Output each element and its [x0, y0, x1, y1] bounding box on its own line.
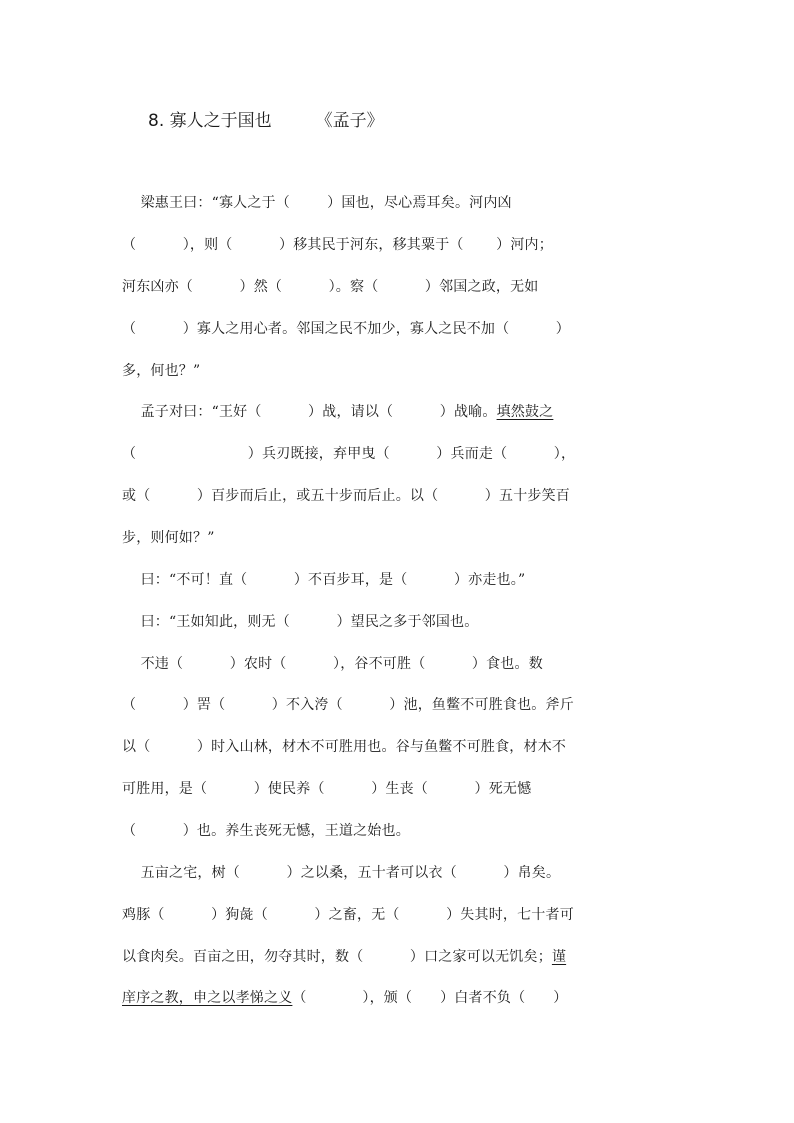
- text-line: 以（ ）时入山林，材木不可胜用也。谷与鱼鳖不可胜食，材木不: [122, 739, 567, 755]
- book-title: 《孟子》: [315, 111, 384, 131]
- text-segment: 以食肉矣。百亩之田，勿夺其时，数（ ）口之家可以无饥矣；: [122, 949, 552, 965]
- text-line: （ ）罟（ ）不入洿（ ）池，鱼鳖不可胜食也。斧斤: [122, 697, 574, 713]
- text-line: 曰：“不可！直（ ）不百步耳，是（ ）亦走也。”: [122, 572, 526, 588]
- text-line: 可胜用，是（ ）使民养（ ）生丧（ ）死无憾: [122, 781, 532, 797]
- text-segment: 孟子对曰：“王好（ ）战，请以（ ）战喻。: [122, 404, 497, 420]
- text-line: 鸡豚（ ）狗彘（ ）之畜，无（ ）失其时，七十者可: [122, 907, 574, 923]
- text-line: [122, 401, 682, 421]
- text-line: 曰：“王如知此，则无（ ）望民之多于邻国也。: [122, 614, 479, 630]
- text-line: 五亩之宅，树（ ）之以桑，五十者可以衣（ ）帛矣。: [122, 865, 561, 881]
- underlined-phrase: 庠序之教，申之以孝悌之义: [122, 990, 293, 1006]
- lesson-title: 8. 寡人之于国也: [148, 111, 272, 131]
- underlined-phrase: 填然鼓之: [496, 404, 554, 420]
- text-line: 多，何也？”: [122, 363, 201, 379]
- text-line: （ ），则（ ）移其民于河东，移其粟于（ ）河内；: [122, 237, 553, 253]
- text-line: （ ）兵刃既接，弃甲曳（ ）兵而走（ ），: [122, 446, 576, 462]
- text-line: 步，则何如？”: [122, 530, 215, 546]
- text-segment: （ ），颁（ ）白者不负（ ）: [292, 990, 568, 1006]
- underlined-phrase: 谨: [551, 949, 567, 965]
- text-line: 河东凶亦（ ）然（ ）。察（ ）邻国之政，无如: [122, 279, 539, 295]
- text-line: [122, 946, 682, 966]
- text-line: 或（ ）百步而后止，或五十步而后止。以（ ）五十步笑百: [122, 488, 571, 504]
- text-line: 不违（ ）农时（ ），谷不可胜（ ）食也。数: [122, 656, 543, 672]
- text-line: （ ）寡人之用心者。邻国之民不加少，寡人之民不加（ ）: [122, 321, 571, 337]
- text-line: （ ）也。养生丧死无憾，王道之始也。: [122, 823, 410, 839]
- page-title: [148, 106, 384, 131]
- text-line: 梁惠王曰：“寡人之于（ ）国也，尽心焉耳矣。河内凶: [122, 195, 512, 211]
- text-line: [122, 987, 682, 1007]
